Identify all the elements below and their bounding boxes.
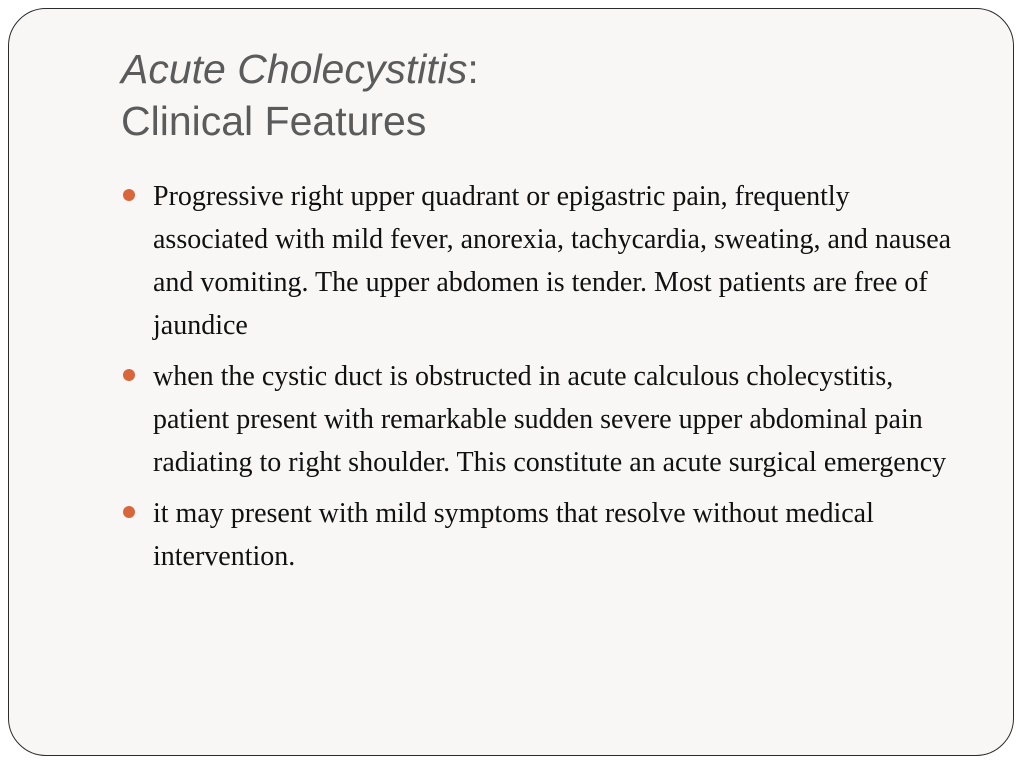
bullet-list (121, 175, 971, 586)
bullet-item-obstruction (121, 355, 971, 484)
bullet-text: when the cystic duct is obstructed in acute calculous cholecystitis, patient present with remarkable sudden severe upper abdominal pain radiating to right shoulder. This constitute an acute surgical emergency (153, 361, 947, 478)
bullet-text: Progressive right upper quadrant or epigastric pain, frequently associated with mild fever, anorexia, tachycardia, sweating, and nausea and vomiting. The upper abdomen is tender. Most patients are free of jaundice (153, 181, 952, 341)
slide (8, 8, 1014, 756)
bullet-item-mild (121, 492, 971, 578)
title-separator: : (467, 46, 479, 92)
bullet-dot-icon (123, 369, 135, 381)
title-line-2: Clinical Features (121, 98, 427, 144)
bullet-dot-icon (123, 506, 135, 518)
title-italic: Acute Cholecystitis (121, 46, 468, 92)
bullet-dot-icon (123, 189, 135, 201)
bullet-text: it may present with mild symptoms that resolve without medical intervention. (153, 498, 874, 572)
title-line-1 (121, 43, 941, 95)
slide-title (121, 43, 941, 147)
bullet-item-symptoms (121, 175, 971, 347)
